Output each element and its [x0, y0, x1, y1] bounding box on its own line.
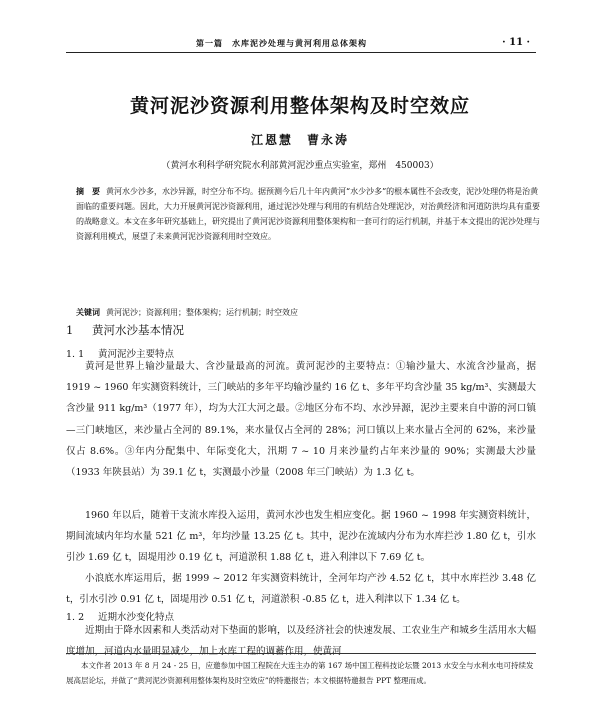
- paper-title: 黄河泥沙资源利用整体架构及时空效应: [129, 95, 470, 117]
- running-header: [66, 36, 536, 53]
- abstract-text: 黄河水少沙多，水沙异源，时空分布不均。据预测今后几十年内黄河“水少沙多”的根本属性不会改变，泥沙处理仍将是治黄面临的重要问题。因此，大力开展黄河泥沙资源利用，通过泥沙处理与利用的有机结合处理泥沙，对治黄经济和河道防洪均具有重要的战略意义。本文在多年研究基础上，研究提出了黄河泥沙资源利用整体架构和一套可行的运行机制，并基于本文提出的泥沙处理与资源利用模式，展望了未来黄河泥沙资源利用时空效应。: [76, 187, 540, 241]
- page-number: · 11 ·: [502, 37, 530, 48]
- affiliation: （黄河水利科学研究院水利部黄河泥沙重点实验室，郑州 450003）: [161, 161, 439, 171]
- body-paragraph: 小浪底水库运用后，据 1999 ~ 2012 年实测资料统计，全河年均产沙 4.52 亿 t，其中水库拦沙 3.48 亿 t，引水引沙 0.91 亿 t，固堤用沙 0.51 亿 t，河道淤积 -0.85 亿 t，进入利津以下 1.34 亿 t。: [66, 573, 536, 606]
- section-heading: [66, 322, 184, 338]
- section-title: 黄河水沙基本情况: [92, 323, 184, 337]
- footnote: 本文作者 2013 年 8 月 24 - 25 日，应邀参加中国工程院在大连主办的第 167 场中国工程科技论坛暨 2013 水安全与水利水电可持续发展高层论坛，并做了“黄河泥沙资源利用整体架构及时空效应”的特邀报告；本文根据特邀报告 PPT 整理而成。: [66, 661, 534, 685]
- keywords-text: 黄河泥沙；资源利用；整体架构；运行机制；时空效应: [106, 308, 298, 317]
- subsection-title: 黄河泥沙主要特点: [98, 349, 175, 360]
- subsection-number: 1. 1: [66, 349, 85, 360]
- running-title: 第一篇 水库泥沙处理与黄河利用总体架构: [196, 39, 367, 48]
- body-paragraph: 黄河是世界上输沙量最大、含沙量最高的河流。黄河泥沙的主要特点：①输沙量大、水流含沙量高，据 1919 ~ 1960 年实测资料统计，三门峡站的多年平均输沙量约 16 亿 t、多年平均含沙量 35 kg/m³、实测最大含沙量 911 kg/m³（1977 年），均为大江大河之最。②地区分布不均、水沙异源，泥沙主要来自中游的河口镇—三门峡地区，来沙量占全河的 89.1%，来水量仅占全河的 28%；河口镇以上来水量占全河的 62%，来沙量仅占 8.6%。③年内分配集中、年际变化大，汛期 7 ~ 10 月来沙量约占年来沙量的 90%；实测最大沙量（1933 年陕县站）为 39.1 亿 t，实测最小沙量（2008 年三门峡站）为 1.3 亿 t。: [66, 361, 536, 479]
- body-paragraph: 近期由于降水因素和人类活动对下垫面的影响，以及经济社会的快速发展、工农业生产和城乡生活用水大幅度增加，河道内水量明显减少，加上水库工程的调蓄作用，使黄河: [66, 625, 536, 658]
- keywords: [76, 307, 546, 318]
- keywords-label: 关键词: [76, 307, 100, 317]
- body-paragraph: 1960 年以后，随着干支流水库投入运用，黄河水沙也发生相应变化。据 1960 ~ 1998 年实测资料统计，期间流域内年均水量 521 亿 m³，年均沙量 13.25 亿 t。其中，泥沙在流域内分布为水库拦沙 1.80 亿 t，引水引沙 1.69 亿 t，固堤用沙 0.19 亿 t，河道淤积 1.88 亿 t，进入利津以下 7.69 亿 t。: [66, 510, 536, 564]
- footnote-divider: [66, 653, 536, 654]
- subsection-title: 近期水沙变化特点: [98, 612, 175, 623]
- subsection-number: 1. 2: [66, 612, 85, 623]
- abstract-label: 摘 要: [76, 186, 100, 196]
- authors: 江恩慧 曹永涛: [250, 133, 349, 147]
- section-number: 1: [66, 323, 74, 337]
- abstract: [76, 184, 546, 244]
